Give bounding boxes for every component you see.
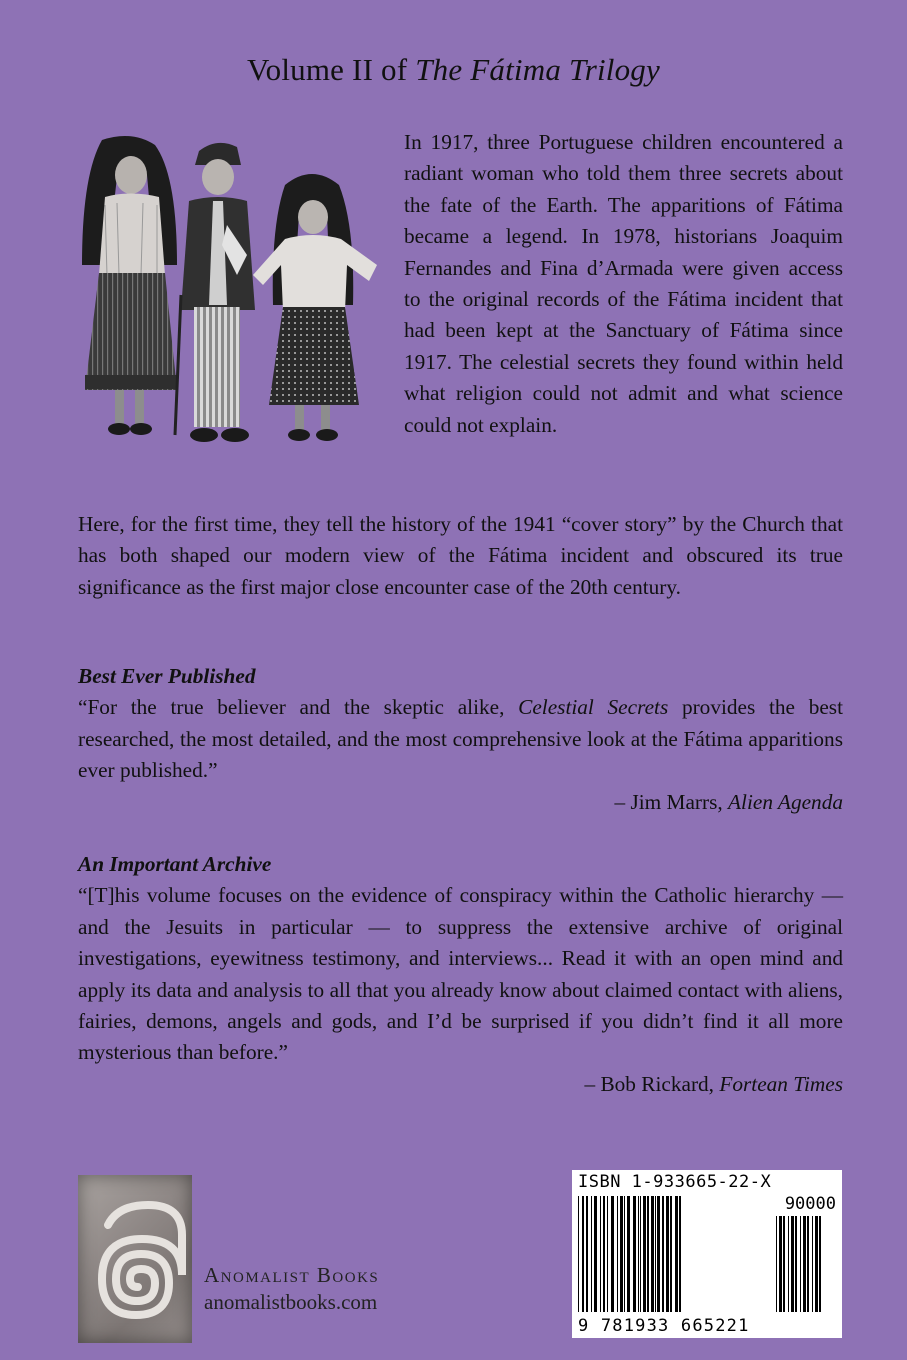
barcode-bar xyxy=(819,1216,821,1312)
barcode-bar xyxy=(800,1216,801,1312)
barcode-bar xyxy=(594,1196,597,1312)
barcode-bar xyxy=(651,1196,654,1312)
boy-center xyxy=(175,143,255,442)
barcode-bar xyxy=(591,1196,592,1312)
attribution-work: Alien Agenda xyxy=(728,789,843,814)
review-best-ever xyxy=(78,661,843,818)
barcode-bar xyxy=(617,1196,618,1312)
price-code: 90000 xyxy=(784,1194,836,1214)
review-heading: Best Ever Published xyxy=(78,664,256,688)
girl-right xyxy=(253,174,377,441)
barcode-bar xyxy=(611,1196,614,1312)
barcode-bar xyxy=(779,1216,782,1312)
publisher-url: anomalistbooks.com xyxy=(204,1290,378,1314)
quote-text-after: provides the best researched, the most detailed, and the most comprehensive look at the Fátima apparitions ever published.” xyxy=(78,695,844,783)
cover-title xyxy=(0,52,907,88)
title-prefix: Volume II of xyxy=(247,52,416,87)
barcode-bar xyxy=(647,1196,649,1312)
barcode-bar xyxy=(643,1196,646,1312)
barcode-bar xyxy=(582,1196,584,1312)
ean-digits: 9 781933 665221 xyxy=(578,1316,750,1336)
review-heading: An Important Archive xyxy=(78,852,272,876)
barcode-bar xyxy=(657,1196,660,1312)
barcode-bar xyxy=(607,1196,608,1312)
review-quote: “[T]his volume focuses on the evidence of conspiracy within the Catholic hierarchy — and the Jesuits in particular — to suppress the extensive archive of original investigations, eyewitness testimony, and interviews... Read it with an open mind and apply its data and analysis to all that you already know about claimed contact with aliens, fairies, demons, angels and gods, and I’d be surprised if you didn’t find it all more mysterious than before.” xyxy=(78,883,843,1065)
body-paragraph: Here, for the first time, they tell the history of the 1941 “cover story” by the Church that has both shaped our modern view of the Fátima incident and obscured its true significance as the first major close encounter case of the 20th century. xyxy=(78,512,843,599)
review-quote xyxy=(78,692,843,786)
barcode-bar xyxy=(788,1216,789,1312)
publisher-info xyxy=(204,1262,379,1316)
attribution-name: – Bob Rickard, xyxy=(584,1071,720,1096)
barcode-bar xyxy=(624,1196,625,1312)
barcode-bar xyxy=(578,1196,579,1312)
barcode-bar xyxy=(795,1216,797,1312)
barcode xyxy=(572,1170,842,1338)
intro-paragraph: In 1917, three Portuguese children encountered a radiant woman who told them three secrets about the fate of the Earth. The apparitions of Fátima became a legend. In 1978, historians Joaquim Fernandes and Fina d’Armada were given access to the original records of the Fátima incident that had been kept at the Sanctuary of Fátima since 1917. The celestial secrets they found within held what religion could not admit and what science could not explain. xyxy=(404,130,843,437)
review-attribution xyxy=(78,787,843,818)
barcode-bar xyxy=(666,1196,669,1312)
spiral-icon xyxy=(78,1175,192,1343)
barcode-bars xyxy=(572,1170,842,1338)
barcode-bar xyxy=(776,1216,777,1312)
review-attribution xyxy=(78,1069,843,1100)
barcode-bar xyxy=(807,1216,809,1312)
children-photo xyxy=(77,135,387,450)
review-important-archive xyxy=(78,849,843,1100)
barcode-bar xyxy=(600,1196,601,1312)
barcode-bar xyxy=(670,1196,672,1312)
barcode-bar xyxy=(633,1196,636,1312)
barcode-bar xyxy=(603,1196,605,1312)
barcode-bar xyxy=(620,1196,623,1312)
barcode-bar xyxy=(662,1196,664,1312)
barcode-bar xyxy=(586,1196,588,1312)
barcode-bar xyxy=(640,1196,641,1312)
barcode-bar xyxy=(655,1196,656,1312)
barcode-bar xyxy=(675,1196,678,1312)
quote-text-before: “For the true believer and the skeptic alike, xyxy=(78,695,519,720)
barcode-bar xyxy=(638,1196,639,1312)
barcode-bar xyxy=(812,1216,813,1312)
barcode-bar xyxy=(783,1216,785,1312)
publisher-name: Anomalist Books xyxy=(204,1263,380,1287)
attribution-name: – Jim Marrs, xyxy=(614,789,729,814)
barcode-bar xyxy=(803,1216,806,1312)
quote-book-title: Celestial Secrets xyxy=(518,695,669,720)
girl-left xyxy=(82,136,177,435)
barcode-bar xyxy=(679,1196,681,1312)
barcode-bar xyxy=(791,1216,794,1312)
barcode-bar xyxy=(627,1196,630,1312)
attribution-work: Fortean Times xyxy=(719,1071,843,1096)
barcode-bar xyxy=(815,1216,818,1312)
publisher-logo xyxy=(78,1175,192,1343)
isbn-text: ISBN 1-933665-22-X xyxy=(578,1172,772,1192)
title-series: The Fátima Trilogy xyxy=(415,52,660,87)
